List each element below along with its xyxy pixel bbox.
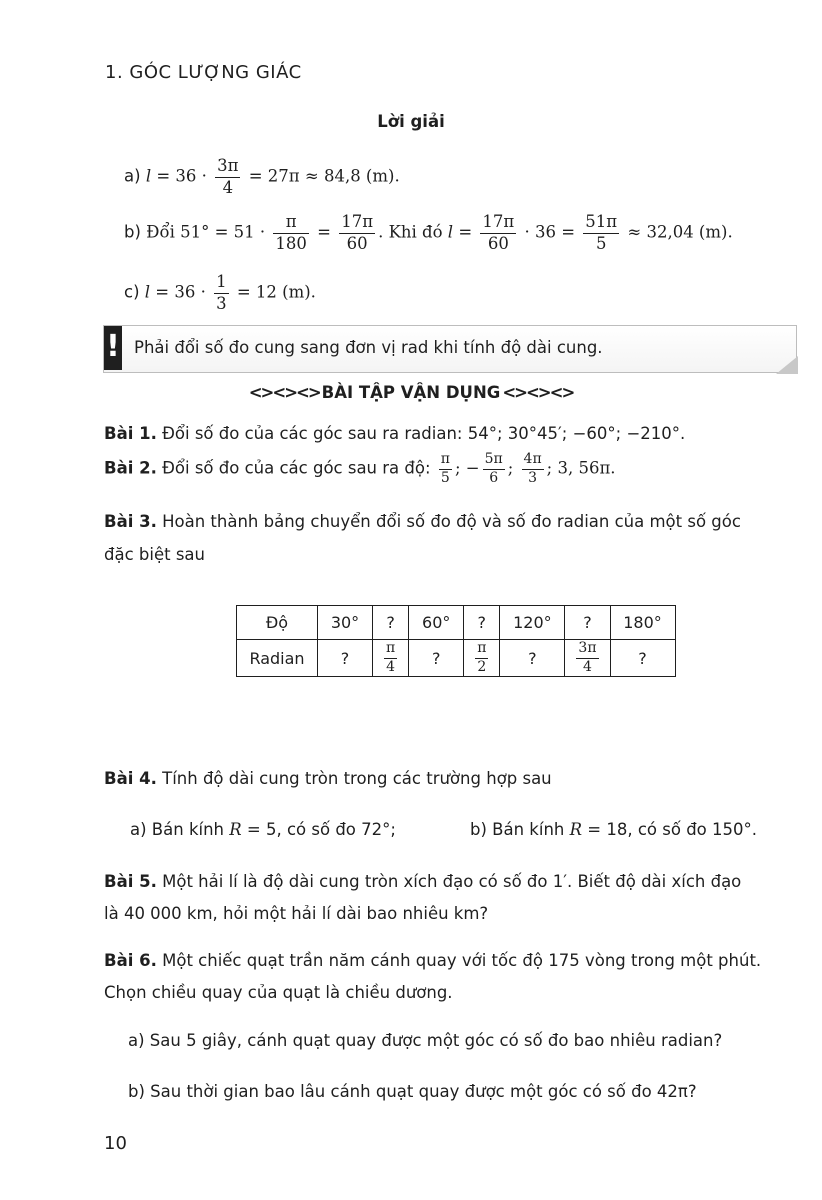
solution-a-label: a) (124, 166, 141, 186)
solution-a-eq: = 36 · (151, 166, 213, 186)
table-cell (565, 640, 610, 677)
exercise-4-a-label: a) (130, 820, 147, 839)
exercise-4-label: Bài 4. (104, 769, 157, 788)
fraction-denominator: 3 (216, 293, 227, 313)
solution-b-var: l (447, 222, 454, 242)
solution-c (124, 272, 316, 314)
solution-b-label: b) (124, 222, 141, 242)
solution-c-result: = 12 (m). (231, 282, 316, 302)
exercise-2-fraction-2 (483, 451, 505, 487)
exercise-6-text: Một chiếc quạt trần năm cánh quay với tốc độ 175 vòng trong một phút. (156, 951, 762, 970)
fraction-numerator: 17π (339, 212, 375, 234)
exercise-1-text: Đổi số đo của các góc sau ra radian: 54°; 30°45′; −60°; −210°. (156, 424, 686, 443)
table-row-radians (237, 640, 676, 677)
table-header-radian: Radian (237, 640, 318, 677)
exercise-4-b-var: R (569, 820, 583, 839)
exercise-section-title-text: BÀI TẬP VẬN DỤNG (321, 383, 501, 402)
exercise-4 (104, 769, 552, 788)
exercise-4-b (470, 820, 757, 839)
fraction-numerator: 17π (480, 212, 516, 234)
page-corner-icon (776, 356, 798, 374)
table-cell: ? (500, 640, 565, 677)
exercise-2-text: Đổi số đo của các góc sau ra độ: (156, 458, 436, 478)
table-cell: 30° (318, 606, 373, 640)
solution-b-text-5: · 36 = (519, 222, 581, 242)
section-title: 1. GÓC LƯỢNG GIÁC (105, 62, 302, 83)
ornament-right-icon: <><><> (502, 383, 574, 402)
exercise-2-fraction-1 (439, 451, 452, 487)
table-cell: 120° (500, 606, 565, 640)
solution-a (124, 156, 400, 198)
exercise-3-line-1 (104, 512, 741, 531)
page-number: 10 (104, 1133, 127, 1154)
exercise-6-line-1 (104, 951, 761, 970)
solution-a-var: l (145, 166, 152, 186)
exercise-4-a-text-2: = 5, có số đo 72°; (241, 820, 396, 839)
exercise-4-a-var: R (229, 820, 242, 839)
exercise-4-a-text-1: Bán kính (146, 820, 230, 839)
table-fraction (384, 640, 397, 676)
fraction-denominator: 60 (346, 233, 368, 253)
solution-b-fraction-3 (480, 212, 516, 254)
solution-b-result: ≈ 32,04 (m). (622, 222, 733, 242)
exercise-4-b-label: b) (470, 820, 487, 839)
fraction-numerator: 1 (214, 272, 229, 294)
table-cell: ? (373, 606, 409, 640)
exercise-6-a-text: Sau 5 giây, cánh quạt quay được một góc có số đo bao nhiêu radian? (144, 1031, 723, 1050)
note-box (103, 325, 797, 373)
exercise-section-title (0, 383, 822, 402)
fraction-numerator: 3π (215, 156, 240, 178)
exercise-1-label: Bài 1. (104, 424, 157, 443)
exercise-4-b-text-2: = 18, có số đo 150°. (582, 820, 757, 839)
solution-b (124, 212, 733, 254)
fraction-numerator: π (273, 212, 309, 234)
table-cell: ? (464, 606, 500, 640)
table-cell: 180° (610, 606, 675, 640)
exercise-6-b (128, 1082, 697, 1101)
ornament-left-icon: <><><> (248, 383, 320, 402)
fraction-denominator: 4 (386, 658, 396, 675)
table-header-degree: Độ (237, 606, 318, 640)
solution-c-eq: = 36 · (150, 282, 212, 302)
fraction-denominator: 60 (487, 233, 509, 253)
fraction-denominator: 180 (275, 233, 307, 253)
solution-b-text-1: Đổi 51° = 51 · (140, 222, 271, 242)
solution-title: Lời giải (377, 112, 445, 131)
note-text: Phải đổi số đo cung sang đơn vị rad khi tính độ dài cung. (134, 338, 603, 357)
exercise-5-text: Một hải lí là độ dài cung tròn xích đạo có số đo 1′. Biết độ dài xích đạo (156, 872, 742, 891)
exercise-6-a (128, 1031, 722, 1050)
fraction-denominator: 6 (489, 469, 499, 486)
exclamation-icon: ! (104, 326, 122, 370)
solution-b-fraction-4 (583, 212, 619, 254)
exercise-3-line-2: đặc biệt sau (104, 545, 205, 564)
table-cell (464, 640, 500, 677)
fraction-numerator: π (475, 640, 488, 659)
table-row-degrees (237, 606, 676, 640)
table-cell (373, 640, 409, 677)
fraction-numerator: 5π (483, 451, 505, 470)
fraction-denominator: 4 (583, 658, 592, 675)
exercise-2-sep-3: ; 3, 56π. (546, 458, 616, 478)
exercise-6-b-label: b) (128, 1082, 145, 1101)
fraction-numerator: 4π (522, 451, 544, 470)
fraction-denominator: 4 (222, 177, 234, 197)
table-cell: ? (565, 606, 610, 640)
solution-c-label: c) (124, 282, 140, 302)
fraction-numerator: π (439, 451, 452, 470)
exercise-6-a-label: a) (128, 1031, 145, 1050)
table-fraction (576, 640, 598, 676)
table-fraction (475, 640, 488, 676)
exercise-5-line-1 (104, 872, 741, 891)
table-cell: ? (409, 640, 464, 677)
exercise-3-text: Hoàn thành bảng chuyển đổi số đo độ và số đo radian của một số góc (156, 512, 741, 531)
solution-b-text-3: . Khi đó (378, 222, 448, 242)
exercise-2-label: Bài 2. (104, 458, 157, 478)
solution-b-fraction-1 (273, 212, 309, 254)
fraction-denominator: 3 (528, 469, 538, 486)
exercise-2-fraction-3 (522, 451, 544, 487)
exercise-6-label: Bài 6. (104, 951, 157, 970)
exercise-2-sep-1: ; − (454, 458, 480, 478)
fraction-denominator: 2 (477, 658, 487, 675)
table-cell: 60° (409, 606, 464, 640)
solution-b-text-4: = (453, 222, 478, 242)
fraction-denominator: 5 (440, 469, 450, 486)
exercise-2 (104, 451, 616, 487)
table-cell: ? (318, 640, 373, 677)
solution-b-text-2: = (311, 222, 337, 242)
fraction-numerator: 51π (583, 212, 619, 234)
solution-c-fraction (214, 272, 229, 314)
exercise-1 (104, 424, 685, 443)
exercise-5-label: Bài 5. (104, 872, 157, 891)
fraction-numerator: π (384, 640, 397, 659)
solution-c-var: l (144, 282, 151, 302)
exercise-6-line-2: Chọn chiều quay của quạt là chiều dương. (104, 983, 453, 1002)
exercise-4-text: Tính độ dài cung tròn trong các trường hợp sau (156, 769, 552, 788)
table-cell: ? (610, 640, 675, 677)
exercise-6-b-text: Sau thời gian bao lâu cánh quạt quay được một góc có số đo 42π? (144, 1082, 697, 1101)
solution-a-result: = 27π ≈ 84,8 (m). (243, 166, 400, 186)
fraction-denominator: 5 (595, 233, 607, 253)
solution-a-fraction (215, 156, 240, 198)
fraction-numerator: 3π (576, 640, 598, 659)
solution-b-fraction-2 (339, 212, 375, 254)
conversion-table (236, 605, 676, 677)
exercise-2-sep-2: ; (507, 458, 519, 478)
exercise-4-a (130, 820, 396, 839)
exercise-3-label: Bài 3. (104, 512, 157, 531)
exercise-4-b-text-1: Bán kính (486, 820, 570, 839)
exercise-5-line-2: là 40 000 km, hỏi một hải lí dài bao nhiêu km? (104, 904, 489, 923)
